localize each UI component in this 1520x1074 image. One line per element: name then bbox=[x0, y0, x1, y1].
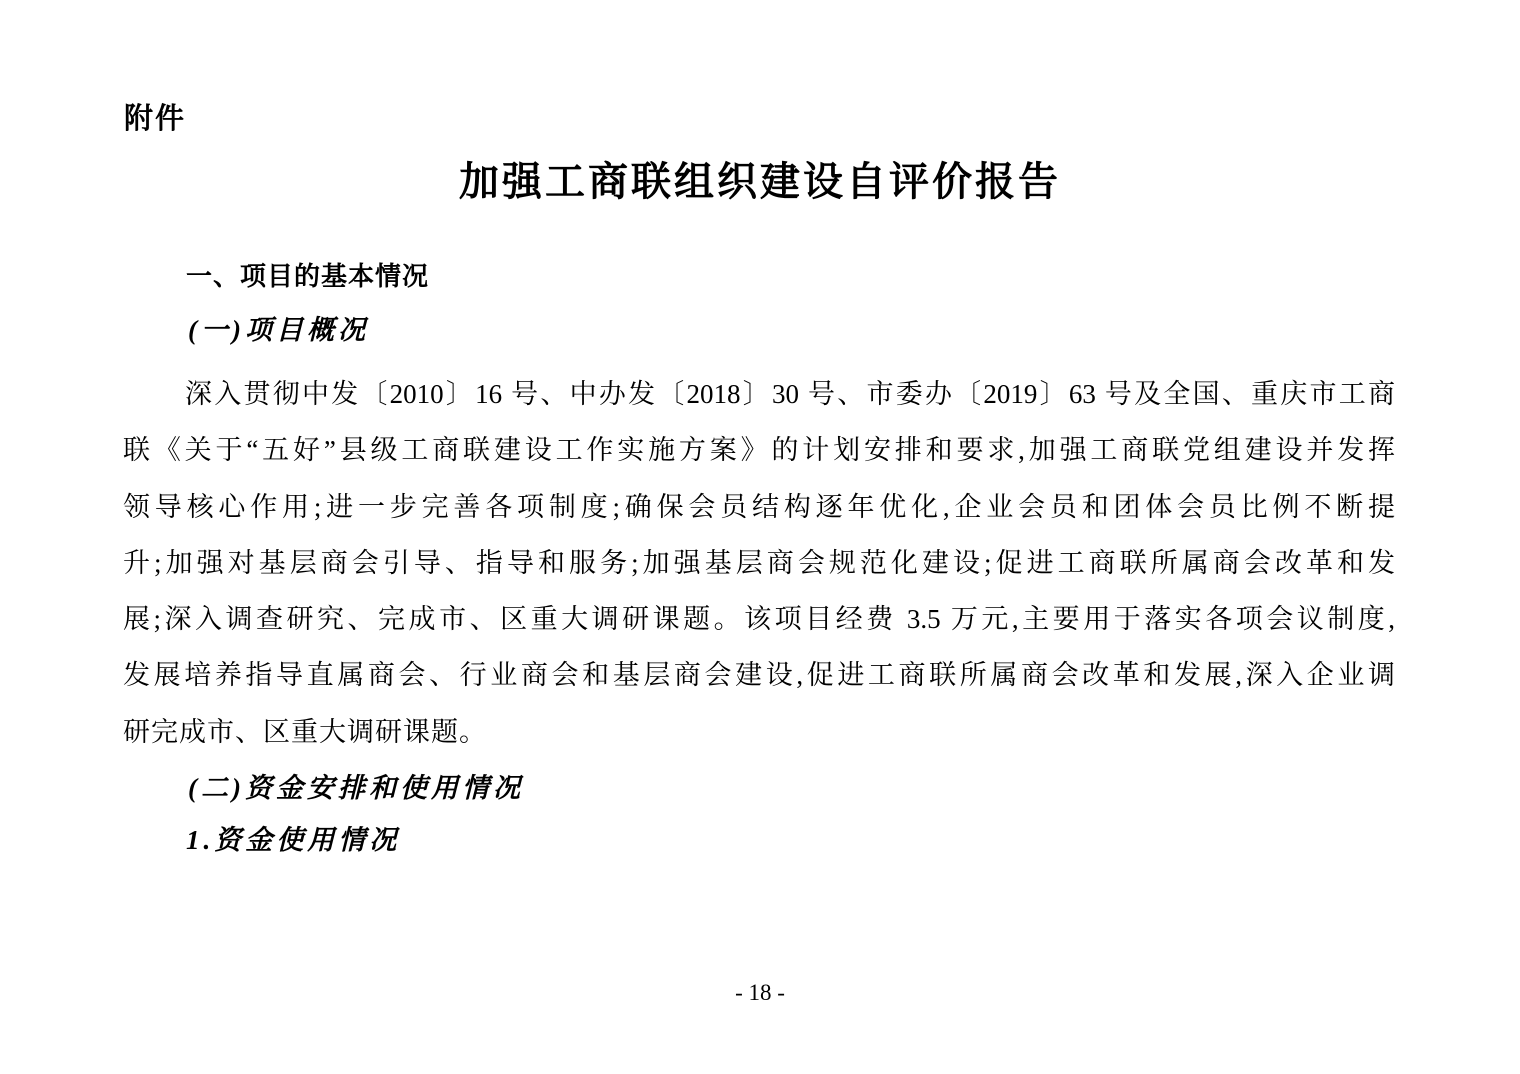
page-number: - 18 - bbox=[735, 980, 785, 1005]
paragraph-line: 联《关于“五好”县级工商联建设工作实施方案》的计划安排和要求,加强工商联党组建设并发挥 bbox=[123, 435, 1395, 466]
body-paragraph bbox=[123, 366, 1395, 760]
subsection-heading-project-overview: (一)项目概况 bbox=[188, 315, 369, 345]
attachment-label: 附件 bbox=[124, 103, 187, 135]
paragraph-line: 领导核心作用;进一步完善各项制度;确保会员结构逐年优化,企业会员和团体会员比例不断提 bbox=[123, 491, 1395, 522]
paragraph-line: 深入贯彻中发〔2010〕16 号、中办发〔2018〕30 号、市委办〔2019〕63 号及全国、重庆市工商 bbox=[185, 379, 1395, 409]
paragraph-line: 发展培养指导直属商会、行业商会和基层商会建设,促进工商联所属商会改革和发展,深入企业调 bbox=[123, 660, 1395, 691]
subsection-heading-funds-usage: 1.资金使用情况 bbox=[186, 825, 401, 855]
document-title: 加强工商联组织建设自评价报告 bbox=[459, 159, 1061, 204]
section-heading-basic-info: 一、项目的基本情况 bbox=[186, 261, 430, 291]
paragraph-line: 展;深入调查研究、完成市、区重大调研课题。该项目经费 3.5 万元,主要用于落实各项会议制度, bbox=[123, 604, 1395, 635]
subsection-heading-funds-arrangement: (二)资金安排和使用情况 bbox=[188, 773, 524, 803]
paragraph-line: 研完成市、区重大调研课题。 bbox=[123, 716, 487, 747]
paragraph-line: 升;加强对基层商会引导、指导和服务;加强基层商会规范化建设;促进工商联所属商会改革和发 bbox=[123, 547, 1395, 578]
